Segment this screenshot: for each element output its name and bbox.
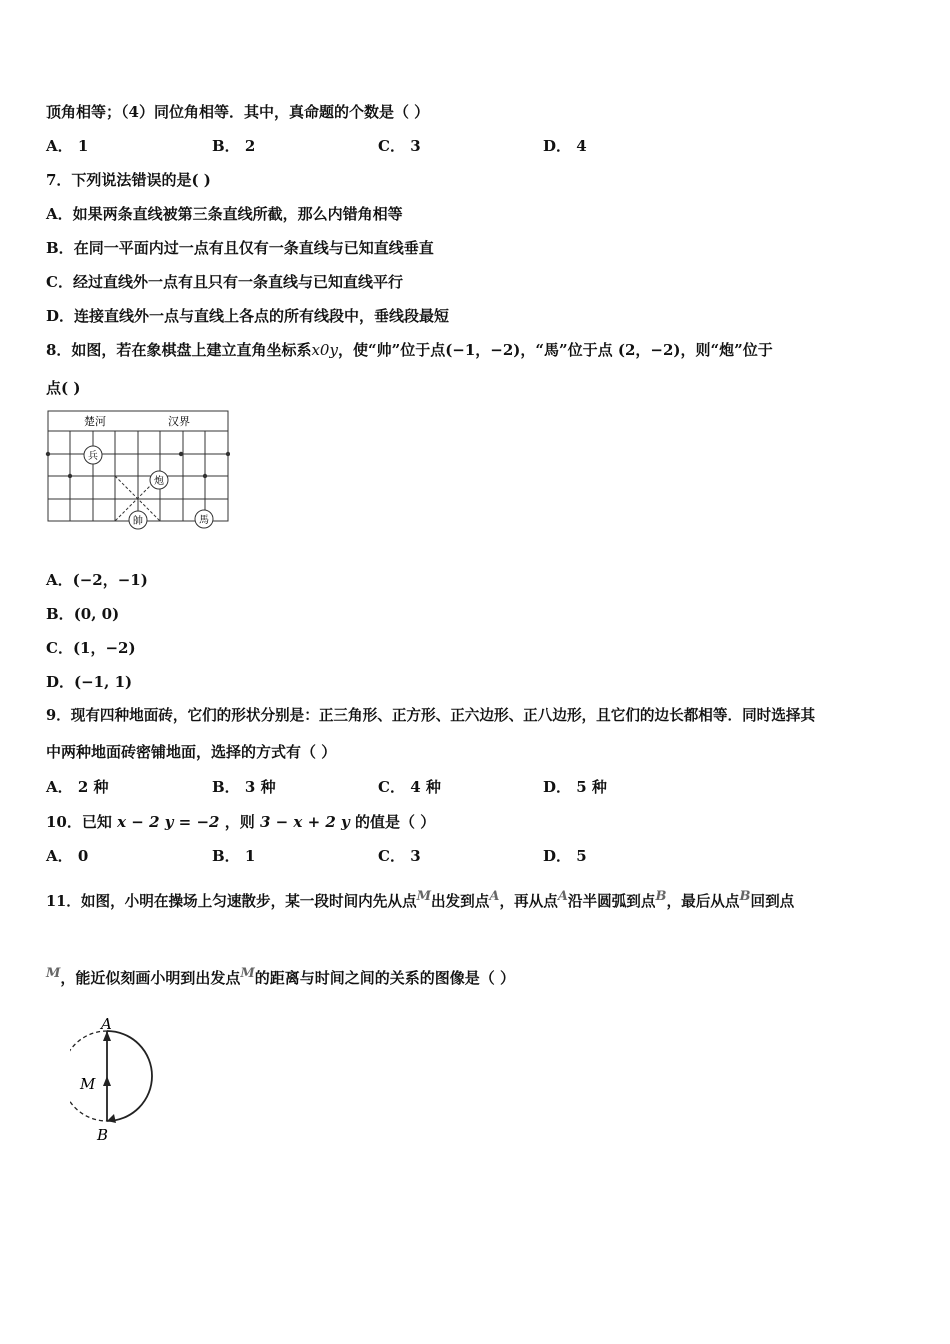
option-label: C． — [378, 778, 405, 796]
option-label: A． — [46, 205, 73, 223]
q11-stem-part: 的距离与时间之间的关系的图像是（ ） — [254, 969, 516, 987]
board-right-label: 汉界 — [168, 415, 190, 428]
q9-option-c[interactable] — [378, 777, 441, 797]
option-text: 如果两条直线被第三条直线所截，那么内错角相等 — [72, 205, 403, 223]
option-label: C． — [378, 847, 405, 865]
q10-equation: x − 2 y = −2 — [117, 813, 220, 831]
piece-shuai — [129, 511, 147, 529]
q11-stem-part: ，最后从点 — [666, 893, 740, 910]
q10-option-c[interactable] — [378, 846, 421, 866]
option-label: D． — [46, 307, 75, 325]
piece-label: 馬 — [199, 515, 209, 526]
piece-ma — [195, 510, 213, 528]
q7-option-b[interactable] — [46, 238, 434, 258]
q10-option-a[interactable] — [46, 846, 88, 866]
option-text: 3 — [410, 847, 421, 865]
q11-stem — [46, 889, 795, 913]
option-text: 3 种 — [244, 778, 276, 796]
option-label: C． — [46, 639, 73, 657]
q10-stem-part: ，则 — [224, 813, 255, 831]
q8-option-c[interactable] — [46, 638, 136, 658]
q9-stem-line2: 中两种地面砖密铺地面，选择的方式有（ ） — [46, 743, 337, 761]
q11-point-m: M — [416, 889, 431, 904]
option-label: C． — [46, 273, 73, 291]
option-text: 1 — [77, 137, 89, 155]
option-label: D． — [46, 673, 75, 691]
option-label: B． — [212, 847, 240, 865]
q8-stem-part: ，使“帅”位于点(−1，−2)，“馬”位于点 (2，−2)，则“炮”位于 — [337, 341, 773, 359]
q10-stem — [46, 812, 435, 832]
option-text: 0 — [77, 847, 89, 865]
option-text: 5 — [576, 847, 587, 865]
q8-stem — [46, 340, 773, 360]
figure-label-m: M — [80, 1075, 96, 1093]
piece-label: 帥 — [133, 516, 143, 527]
q11-point-m: M — [46, 966, 61, 981]
option-label: A． — [46, 778, 73, 796]
circle-path-figure — [70, 1014, 170, 1146]
q10-option-d[interactable] — [543, 846, 587, 866]
option-text: 经过直线外一点有且只有一条直线与已知直线平行 — [72, 273, 403, 291]
q11-point-a: A — [557, 889, 568, 904]
option-label: D． — [543, 137, 572, 155]
q11-stem-part: 11．如图，小明在操场上匀速散步，某一段时间内先从点 — [46, 893, 417, 910]
piece-label: 兵 — [88, 451, 98, 462]
q11-stem-part: 沿半圆弧到点 — [567, 893, 656, 910]
q11-stem-part: ，再从点 — [499, 893, 558, 910]
q9-option-a[interactable] — [46, 777, 109, 797]
q6-option-b[interactable] — [212, 136, 255, 156]
option-label: A． — [46, 571, 73, 589]
q8-option-d[interactable] — [46, 672, 132, 692]
q7-option-c[interactable] — [46, 272, 403, 292]
q7-option-a[interactable] — [46, 204, 403, 224]
arrow-mid-icon — [103, 1076, 111, 1086]
option-label: B． — [46, 239, 74, 257]
option-text: 5 种 — [576, 778, 607, 796]
q10-stem-part: 10．已知 — [46, 813, 112, 831]
figure-label-b: B — [97, 1126, 109, 1144]
piece-label: 炮 — [154, 476, 164, 487]
q9-stem: 9．现有四种地面砖，它们的形状分别是：正三角形、正方形、正六边形、正八边形，且它们的边长都相等．同时选择其 — [46, 707, 816, 724]
q8-option-b[interactable] — [46, 604, 119, 624]
q6-option-c[interactable] — [378, 136, 421, 156]
solid-semicircle — [107, 1031, 152, 1121]
option-label: D． — [543, 778, 572, 796]
option-label: A． — [46, 137, 73, 155]
figure-label-a: A — [101, 1015, 112, 1033]
q11-point-b: B — [655, 889, 667, 904]
option-text: 2 种 — [77, 778, 109, 796]
q7-stem: 7．下列说法错误的是( ) — [46, 171, 211, 189]
q8-option-a[interactable] — [46, 570, 148, 590]
option-text: (1，−2) — [72, 639, 136, 657]
q10-option-b[interactable] — [212, 846, 255, 866]
q11-stem-part: 回到点 — [750, 893, 795, 910]
option-text: 3 — [410, 137, 421, 155]
option-text: 连接直线外一点与直线上各点的所有线段中，垂线段最短 — [74, 307, 450, 325]
board-left-label: 楚河 — [84, 415, 106, 428]
q8-variable: x0y — [311, 341, 338, 359]
option-text: 4 — [576, 137, 587, 155]
option-label: B． — [212, 778, 240, 796]
q11-stem-part: 出发到点 — [430, 893, 490, 910]
option-text: (0, 0) — [73, 605, 120, 623]
option-label: C． — [378, 137, 405, 155]
option-label: D． — [543, 847, 572, 865]
option-text: 4 种 — [410, 778, 441, 796]
option-label: B． — [212, 137, 240, 155]
q6-continuation: 顶角相等；（4）同位角相等．其中，真命题的个数是（ ） — [46, 103, 430, 121]
q11-point-a: A — [489, 889, 500, 904]
q11-point-m: M — [240, 966, 255, 981]
q6-option-a[interactable] — [46, 136, 88, 156]
q10-expression: 3 − x + 2 y — [259, 813, 350, 831]
q9-option-d[interactable] — [543, 777, 607, 797]
option-text: (−1, 1) — [74, 673, 133, 691]
piece-pao — [150, 471, 168, 489]
option-text: (−2，−1) — [72, 571, 148, 589]
chess-board-figure — [44, 406, 230, 532]
q10-stem-part: 的值是（ ） — [354, 813, 436, 831]
q8-stem-line2: 点( ) — [46, 379, 81, 397]
option-text: 在同一平面内过一点有且仅有一条直线与已知直线垂直 — [73, 239, 434, 257]
q11-stem-part: ，能近似刻画小明到出发点 — [60, 969, 241, 987]
option-text: 1 — [244, 847, 256, 865]
option-label: B． — [46, 605, 74, 623]
q11-point-b: B — [739, 889, 751, 904]
q8-stem-part: 8．如图，若在象棋盘上建立直角坐标系 — [46, 341, 312, 359]
q11-stem-line2 — [46, 968, 515, 990]
q6-option-d[interactable] — [543, 136, 587, 156]
option-text: 2 — [244, 137, 256, 155]
q7-option-d[interactable] — [46, 306, 449, 326]
option-label: A． — [46, 847, 73, 865]
q9-option-b[interactable] — [212, 777, 276, 797]
piece-bing — [84, 446, 102, 464]
